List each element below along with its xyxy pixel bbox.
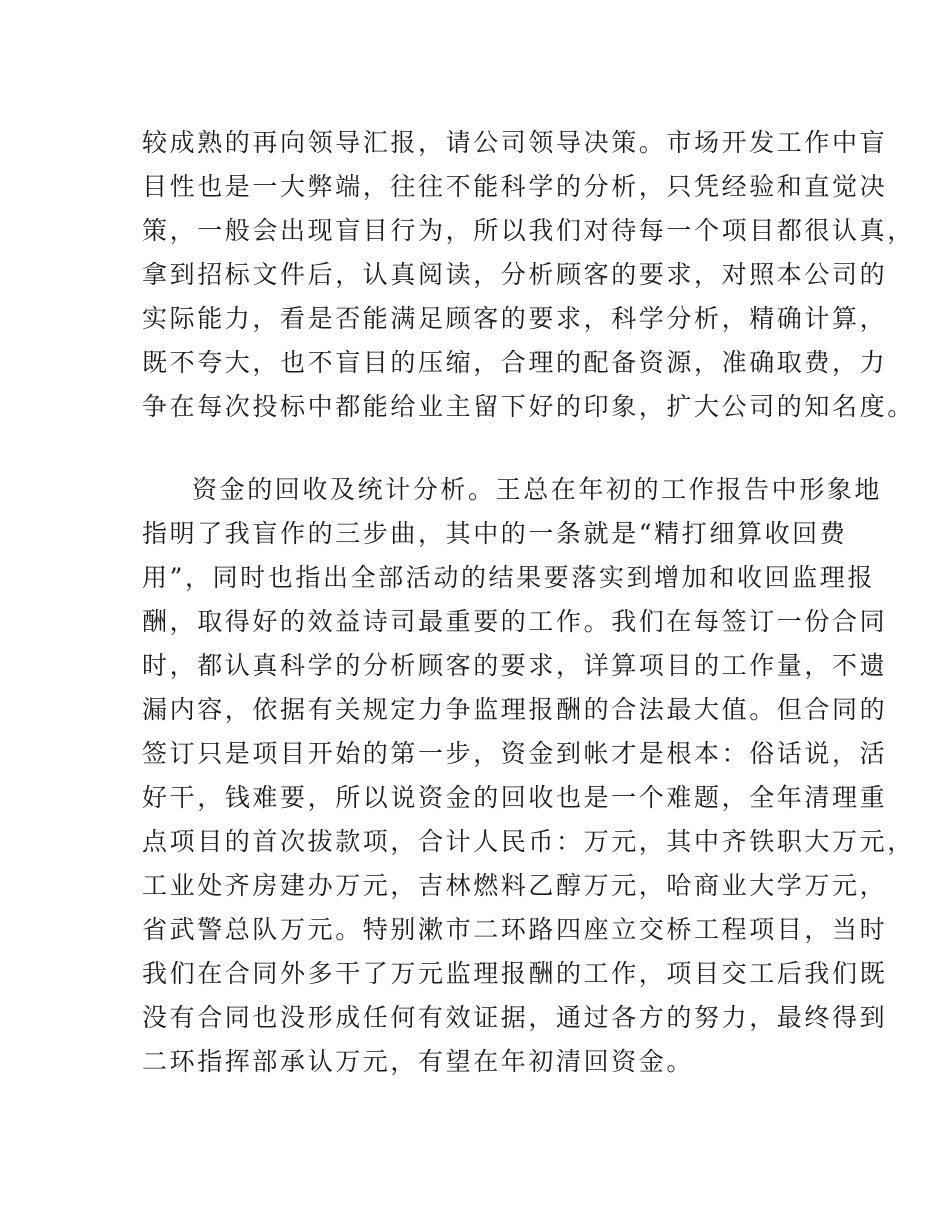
text-line: 点项目的首次拔款项，合计人民币：万元，其中齐铁职大万元， — [142, 827, 915, 856]
text-line: 没有合同也没形成任何有效证据，通过各方的努力，最终得到 — [142, 1003, 888, 1032]
text-line: 指明了我盲作的三步曲，其中的一条就是“精打细算收回费 — [142, 519, 848, 548]
text-line: 二环指挥部承认万元，有望在年初清回资金。 — [142, 1047, 695, 1076]
text-line: 用”，同时也指出全部活动的结果要落实到增加和收回监理报 — [142, 563, 875, 592]
text-line: 我们在合同外多干了万元监理报酬的工作，项目交工后我们既 — [142, 959, 888, 988]
text-line: 实际能力，看是否能满足顾客的要求，科学分析，精确计算， — [142, 304, 888, 333]
text-line: 既不夸大，也不盲目的压缩，合理的配备资源，准确取费，力 — [142, 348, 888, 377]
paragraph-market-development — [142, 121, 915, 429]
text-line: 策，一般会出现盲目行为，所以我们对待每一个项目都很认真， — [142, 216, 915, 245]
text-line: 好干，钱难要，所以说资金的回收也是一个难题，全年清理重 — [142, 783, 888, 812]
text-line: 时，都认真科学的分析顾客的要求，详算项目的工作量，不遗 — [142, 651, 888, 680]
text-line: 酬，取得好的效益诗司最重要的工作。我们在每签订一份合同 — [142, 607, 888, 636]
text-line: 拿到招标文件后，认真阅读，分析顾客的要求，对照本公司的 — [142, 260, 888, 289]
text-line: 目性也是一大弊端，往往不能科学的分析，只凭经验和直觉决 — [142, 172, 888, 201]
text-line: 工业处齐房建办万元，吉林燃料乙醇万元，哈商业大学万元， — [142, 871, 888, 900]
text-line: 资金的回收及统计分析。王总在年初的工作报告中形象地 — [192, 475, 883, 504]
text-line: 较成熟的再向领导汇报，请公司领导决策。市场开发工作中盲 — [142, 128, 888, 157]
text-line: 签订只是项目开始的第一步，资金到帐才是根本：俗话说，活 — [142, 739, 888, 768]
text-line: 省武警总队万元。特别漱市二环路四座立交桥工程项目，当时 — [142, 915, 888, 944]
text-line: 漏内容，依据有关规定力争监理报酬的合法最大值。但合同的 — [142, 695, 888, 724]
text-line: 争在每次投标中都能给业主留下好的印象，扩大公司的知名度。 — [142, 392, 915, 421]
paragraph-fund-recovery — [142, 468, 915, 1084]
